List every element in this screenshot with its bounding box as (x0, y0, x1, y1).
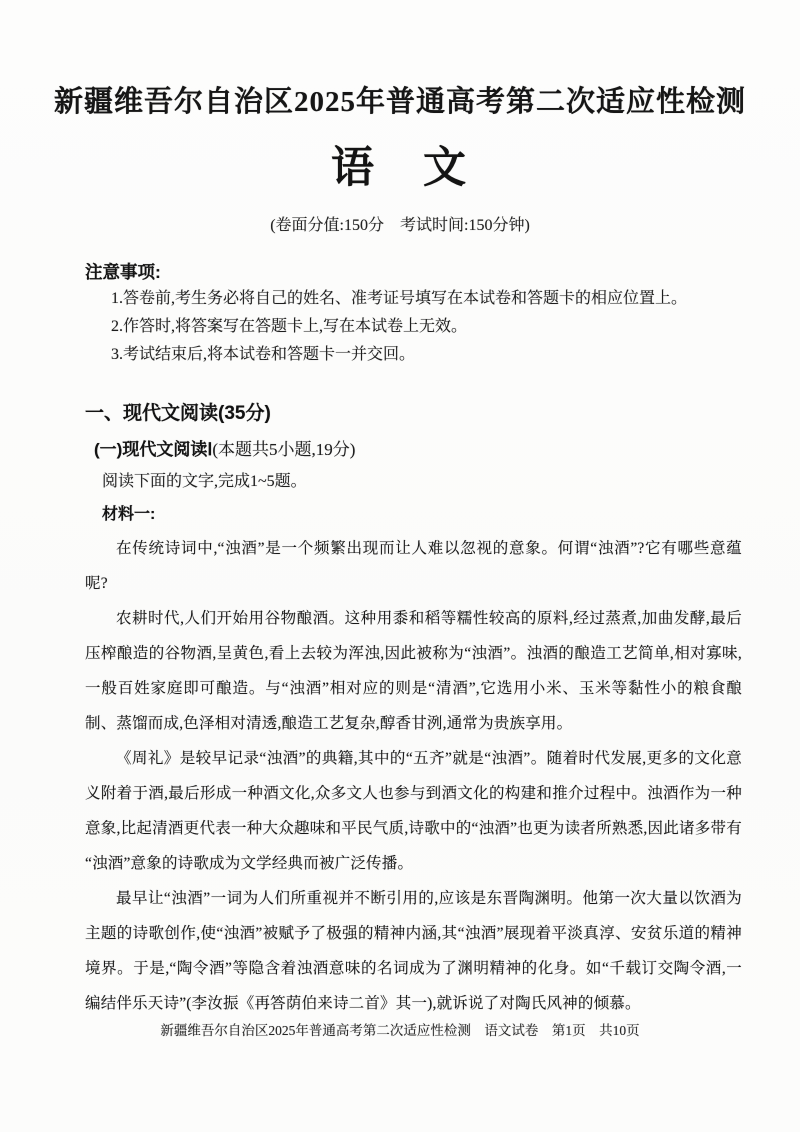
material-paragraph-3: 《周礼》是较早记录“浊酒”的典籍,其中的“五齐”就是“浊酒”。随着时代发展,更多的文化意义附着于酒,最后形成一种酒文化,众多文人也参与到酒文化的构建和推介过程中。浊酒作为一种意象,比起清酒更代表一种大众趣味和平民气质,诗歌中的“浊酒”也更为读者所熟悉,因此诸多带有“浊酒”意象的诗歌成为文学经典而被广泛传播。 (85, 750, 742, 872)
notice-heading: 注意事项: (85, 262, 161, 282)
notice-item-1: 1.答卷前,考生务必将自己的姓名、准考证号填写在本试卷和答题卡的相应位置上。 (111, 290, 688, 307)
paper-header (0, 0, 800, 237)
reading-instruction: 阅读下面的文字,完成1~5题。 (102, 473, 307, 490)
subsection-heading (85, 434, 742, 466)
subject-title: 语 文 (331, 144, 469, 192)
section-heading: 一、现代文阅读(35分) (85, 403, 271, 424)
material-paragraph-2: 农耕时代,人们开始用谷物酿酒。这种用黍和稻等糯性较高的原料,经过蒸煮,加曲发酵,最后压榨酿造的谷物酒,呈黄色,看上去较为浑浊,因此被称为“浊酒”。浊酒的酿造工艺简单,相对寡味,一般百姓家庭即可酿造。与“浊酒”相对应的则是“清酒”,它选用小米、玉米等黏性小的粮食酿制、蒸馏而成,色泽相对清透,酿造工艺复杂,醇香甘洌,通常为贵族享用。 (85, 610, 742, 732)
page-footer-text: 新疆维吾尔自治区2025年普通高考第二次适应性检测 语文试卷 第1页 共10页 (160, 1023, 640, 1038)
paper-info: (卷面分值:150分 考试时间:150分钟) (270, 217, 530, 234)
exam-title: 新疆维吾尔自治区2025年普通高考第二次适应性检测 (53, 86, 746, 118)
notice-item-3: 3.考试结束后,将本试卷和答题卡一并交回。 (111, 346, 416, 363)
material-paragraph-1: 在传统诗词中,“浊酒”是一个频繁出现而让人难以忽视的意象。何谓“浊酒”?它有哪些意蕴呢? (85, 540, 742, 592)
material-paragraph-4: 最早让“浊酒”一词为人们所重视并不断引用的,应该是东晋陶渊明。他第一次大量以饮酒为主题的诗歌创作,使“浊酒”被赋予了极强的精神内涵,其“浊酒”展现着平淡真淳、安贫乐道的精神境界。于是,“陶令酒”等隐含着浊酒意味的名词成为了渊明精神的化身。如“千载订交陶令酒,一编结伴乐天诗”(李汝振《再答荫伯来诗二首》其一),就诉说了对陶氏风神的倾慕。 (85, 890, 742, 1012)
notice-section (85, 259, 742, 369)
subsection-heading-bold: (一)现代文阅读Ⅰ (94, 440, 213, 459)
material-one-label: 材料一: (102, 506, 156, 523)
page-footer (0, 1022, 800, 1040)
reading-section (85, 399, 742, 1021)
notice-item-2: 2.作答时,将答案写在答题卡上,写在本试卷上无效。 (111, 318, 468, 335)
subsection-heading-detail: (本题共5小题,19分) (212, 440, 356, 459)
